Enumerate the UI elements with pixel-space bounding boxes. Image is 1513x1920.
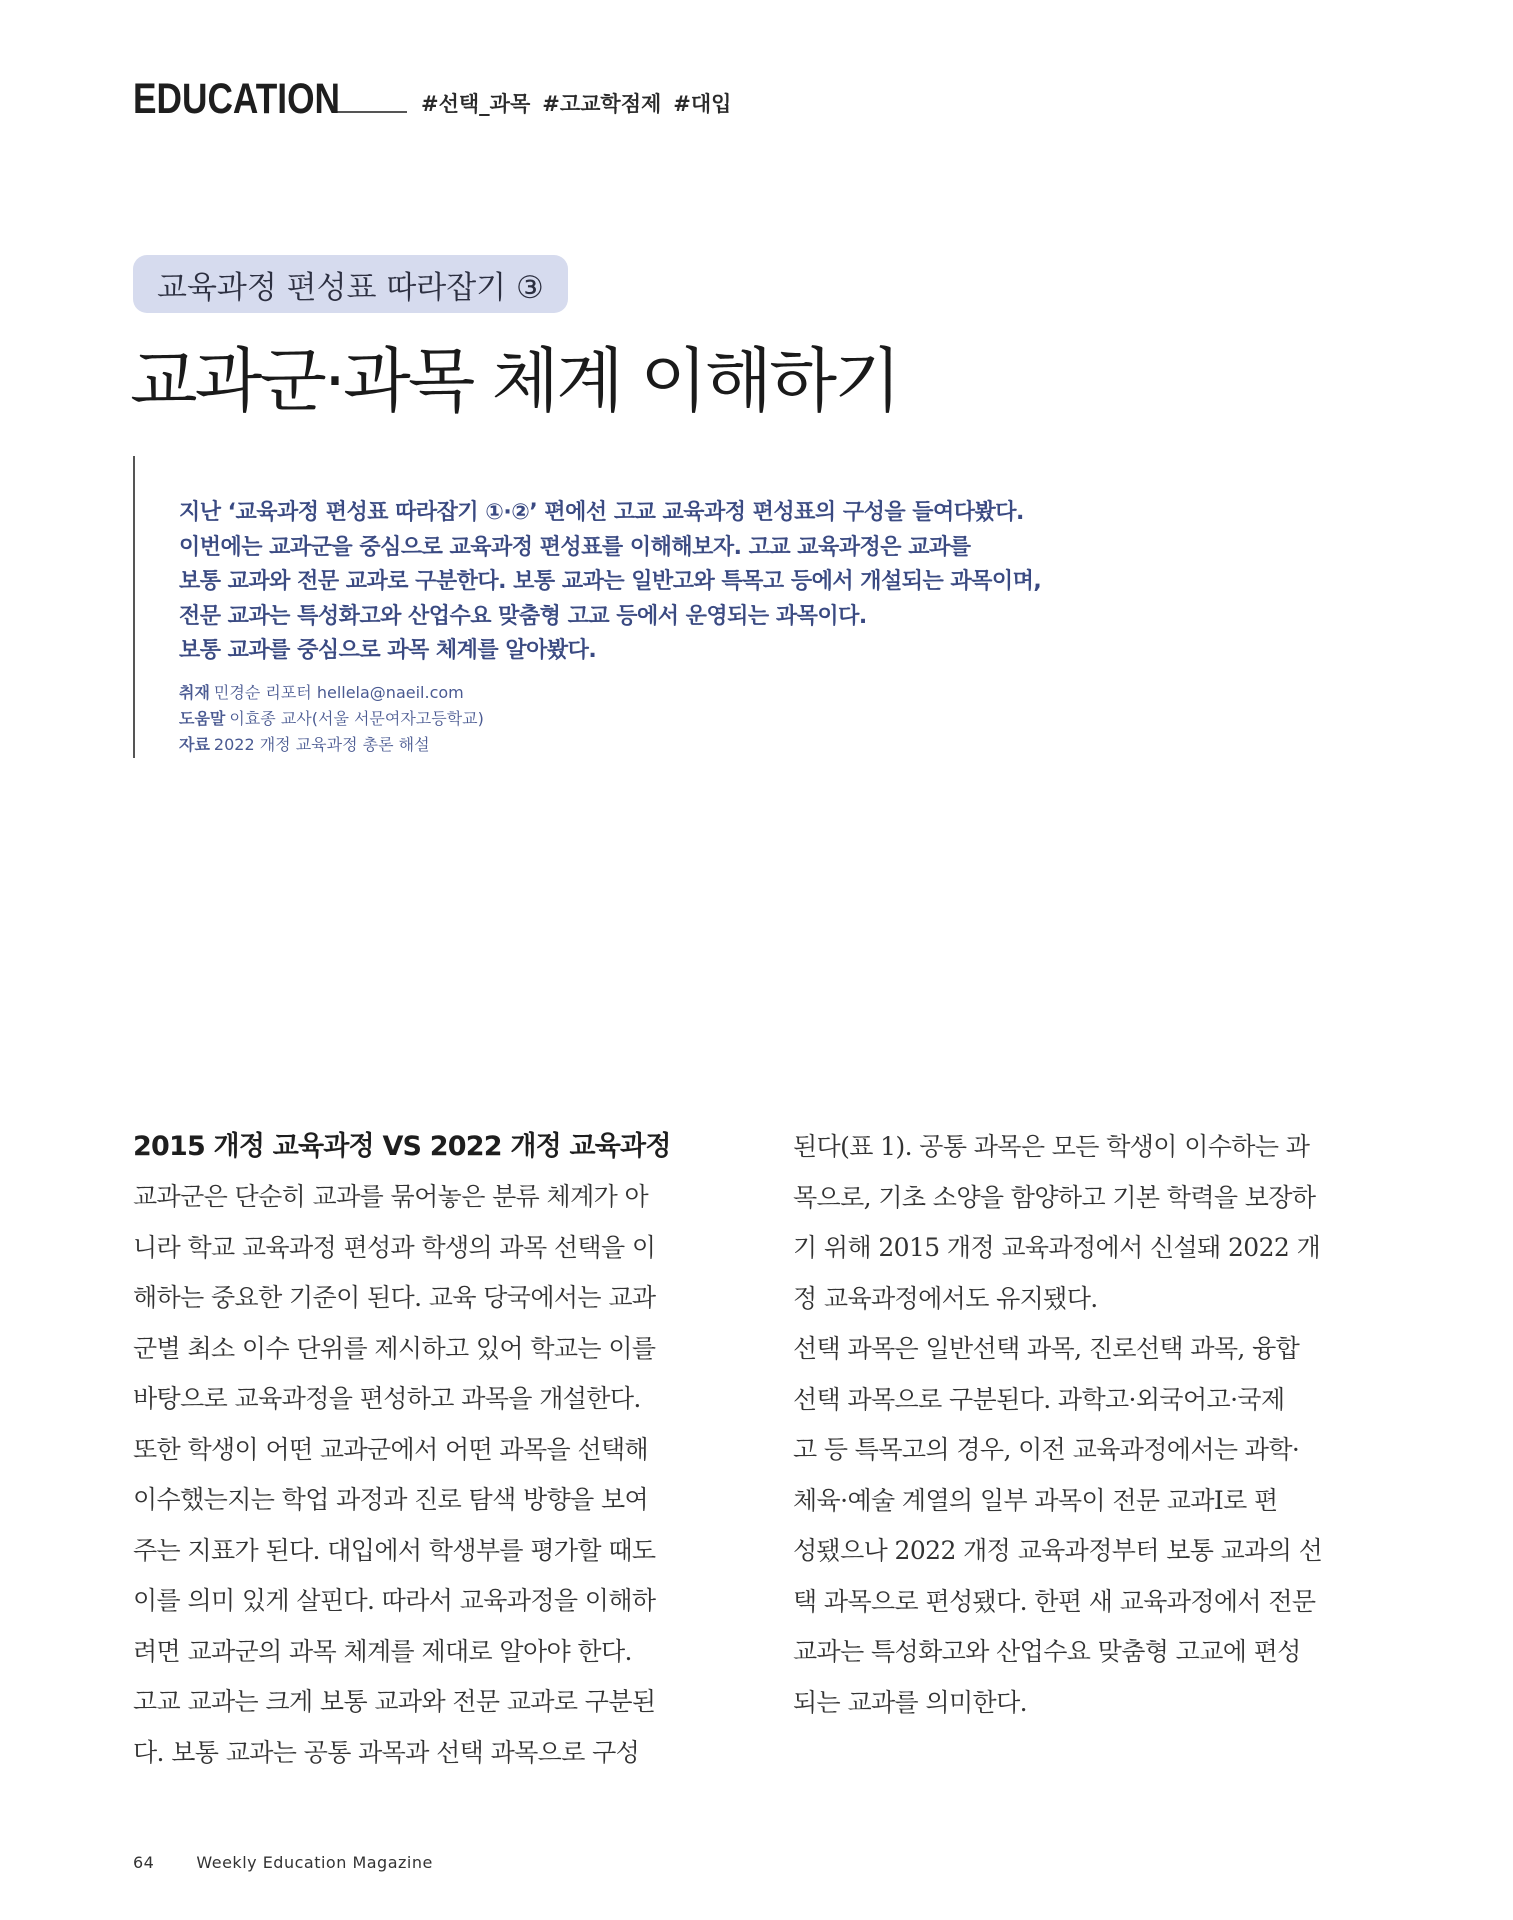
tag: #선택_과목: [421, 92, 531, 116]
body-line: 기 위해 2015 개정 교육과정에서 신설돼 2022 개: [793, 1233, 1321, 1262]
tag: #대입: [673, 92, 732, 116]
lead-line: 전문 교과는 특성화고와 산업수요 맞춤형 고교 등에서 운영되는 과목이다.: [179, 603, 867, 629]
credit-label: 취재: [179, 683, 210, 702]
article-column-left: [133, 1122, 703, 1778]
body-line: 된다(표 1). 공통 과목은 모든 학생이 이수하는 과: [793, 1132, 1310, 1161]
magazine-name: Weekly Education Magazine: [196, 1853, 433, 1872]
tag-list: [421, 88, 743, 118]
credit-value: 이효종 교사(서울 서문여자고등학교): [229, 709, 484, 728]
credit-label: 자료: [179, 735, 210, 754]
credit-value: 민경순 리포터 hellela@naeil.com: [213, 683, 464, 702]
article-lead: [133, 456, 1095, 758]
credits: [179, 680, 484, 758]
lead-line: 지난 ‘교육과정 편성표 따라잡기 ①·②’ 편에선 고교 교육과정 편성표의 구성을 들여다봤다.: [179, 500, 1024, 525]
page-footer: [133, 1853, 433, 1872]
body-line: 정 교육과정에서도 유지됐다.: [793, 1283, 1098, 1313]
body-line: 교과는 특성화고와 산업수요 맞춤형 고교에 편성: [793, 1637, 1301, 1666]
section-header: [133, 72, 743, 122]
lead-line: 이번에는 교과군을 중심으로 교육과정 편성표를 이해해보자. 고교 교육과정은 교과를: [179, 534, 971, 560]
body-line: 이를 의미 있게 살핀다. 따라서 교육과정을 이해하: [133, 1586, 656, 1615]
credit-value: 2022 개정 교육과정 총론 해설: [213, 735, 430, 754]
credit-source: [179, 732, 484, 758]
body-line: 성됐으나 2022 개정 교육과정부터 보통 교과의 선: [793, 1536, 1323, 1565]
body-line: 주는 지표가 된다. 대입에서 학생부를 평가할 때도: [133, 1535, 656, 1565]
body-line: 택 과목으로 편성됐다. 한편 새 교육과정에서 전문: [793, 1586, 1316, 1616]
lead-line: 보통 교과를 중심으로 과목 체계를 알아봤다.: [179, 638, 597, 663]
header-divider: [333, 111, 407, 113]
article-column-right: [793, 1122, 1363, 1728]
body-line: 해하는 중요한 기준이 된다. 교육 당국에서는 교과: [133, 1283, 656, 1312]
body-line: 이수했는지는 학업 과정과 진로 탐색 방향을 보여: [133, 1485, 649, 1514]
body-line: 목으로, 기초 소양을 함양하고 기본 학력을 보장하: [793, 1182, 1316, 1212]
section-name: EDUCATION: [133, 75, 340, 123]
body-line: 되는 교과를 의미한다.: [793, 1687, 1027, 1717]
body-line: 고교 교과는 크게 보통 교과와 전문 교과로 구분된: [133, 1687, 656, 1716]
body-line: 선택 과목으로 구분된다. 과학고·외국어고·국제: [793, 1384, 1285, 1414]
credit-reporter: [179, 680, 484, 706]
lead-text: [179, 496, 1099, 669]
body-line: 군별 최소 이수 단위를 제시하고 있어 학교는 이를: [133, 1333, 656, 1363]
body-line: 니라 학교 교육과정 편성과 학생의 과목 선택을 이: [133, 1232, 656, 1262]
body-line: 또한 학생이 어떤 교과군에서 어떤 과목을 선택해: [133, 1434, 649, 1464]
body-line: 고 등 특목고의 경우, 이전 교육과정에서는 과학·: [793, 1435, 1300, 1464]
body-line: 다. 보통 교과는 공통 과목과 선택 과목으로 구성: [133, 1737, 640, 1767]
body-line: 선택 과목은 일반선택 과목, 진로선택 과목, 융합: [793, 1334, 1300, 1363]
page-number: 64: [133, 1853, 155, 1872]
lead-line: 보통 교과와 전문 교과로 구분한다. 보통 교과는 일반고와 특목고 등에서 개설되는 과목이며,: [179, 569, 1042, 594]
series-label: 교육과정 편성표 따라잡기 ③: [133, 255, 568, 313]
credit-advisor: [179, 706, 484, 732]
article-title: 교과군·과목 체계 이해하기: [130, 340, 899, 422]
body-line: 교과군은 단순히 교과를 묶어놓은 분류 체계가 아: [133, 1182, 649, 1211]
credit-label: 도움말: [179, 709, 226, 728]
tag: #고교학점제: [542, 92, 662, 116]
body-line: 려면 교과군의 과목 체계를 제대로 알아야 한다.: [133, 1636, 632, 1666]
body-line: 바탕으로 교육과정을 편성하고 과목을 개설한다.: [133, 1384, 641, 1413]
article-subheading: 2015 개정 교육과정 VS 2022 개정 교육과정: [133, 1131, 671, 1162]
body-line: 체육·예술 계열의 일부 과목이 전문 교과Ⅰ로 편: [793, 1485, 1278, 1515]
